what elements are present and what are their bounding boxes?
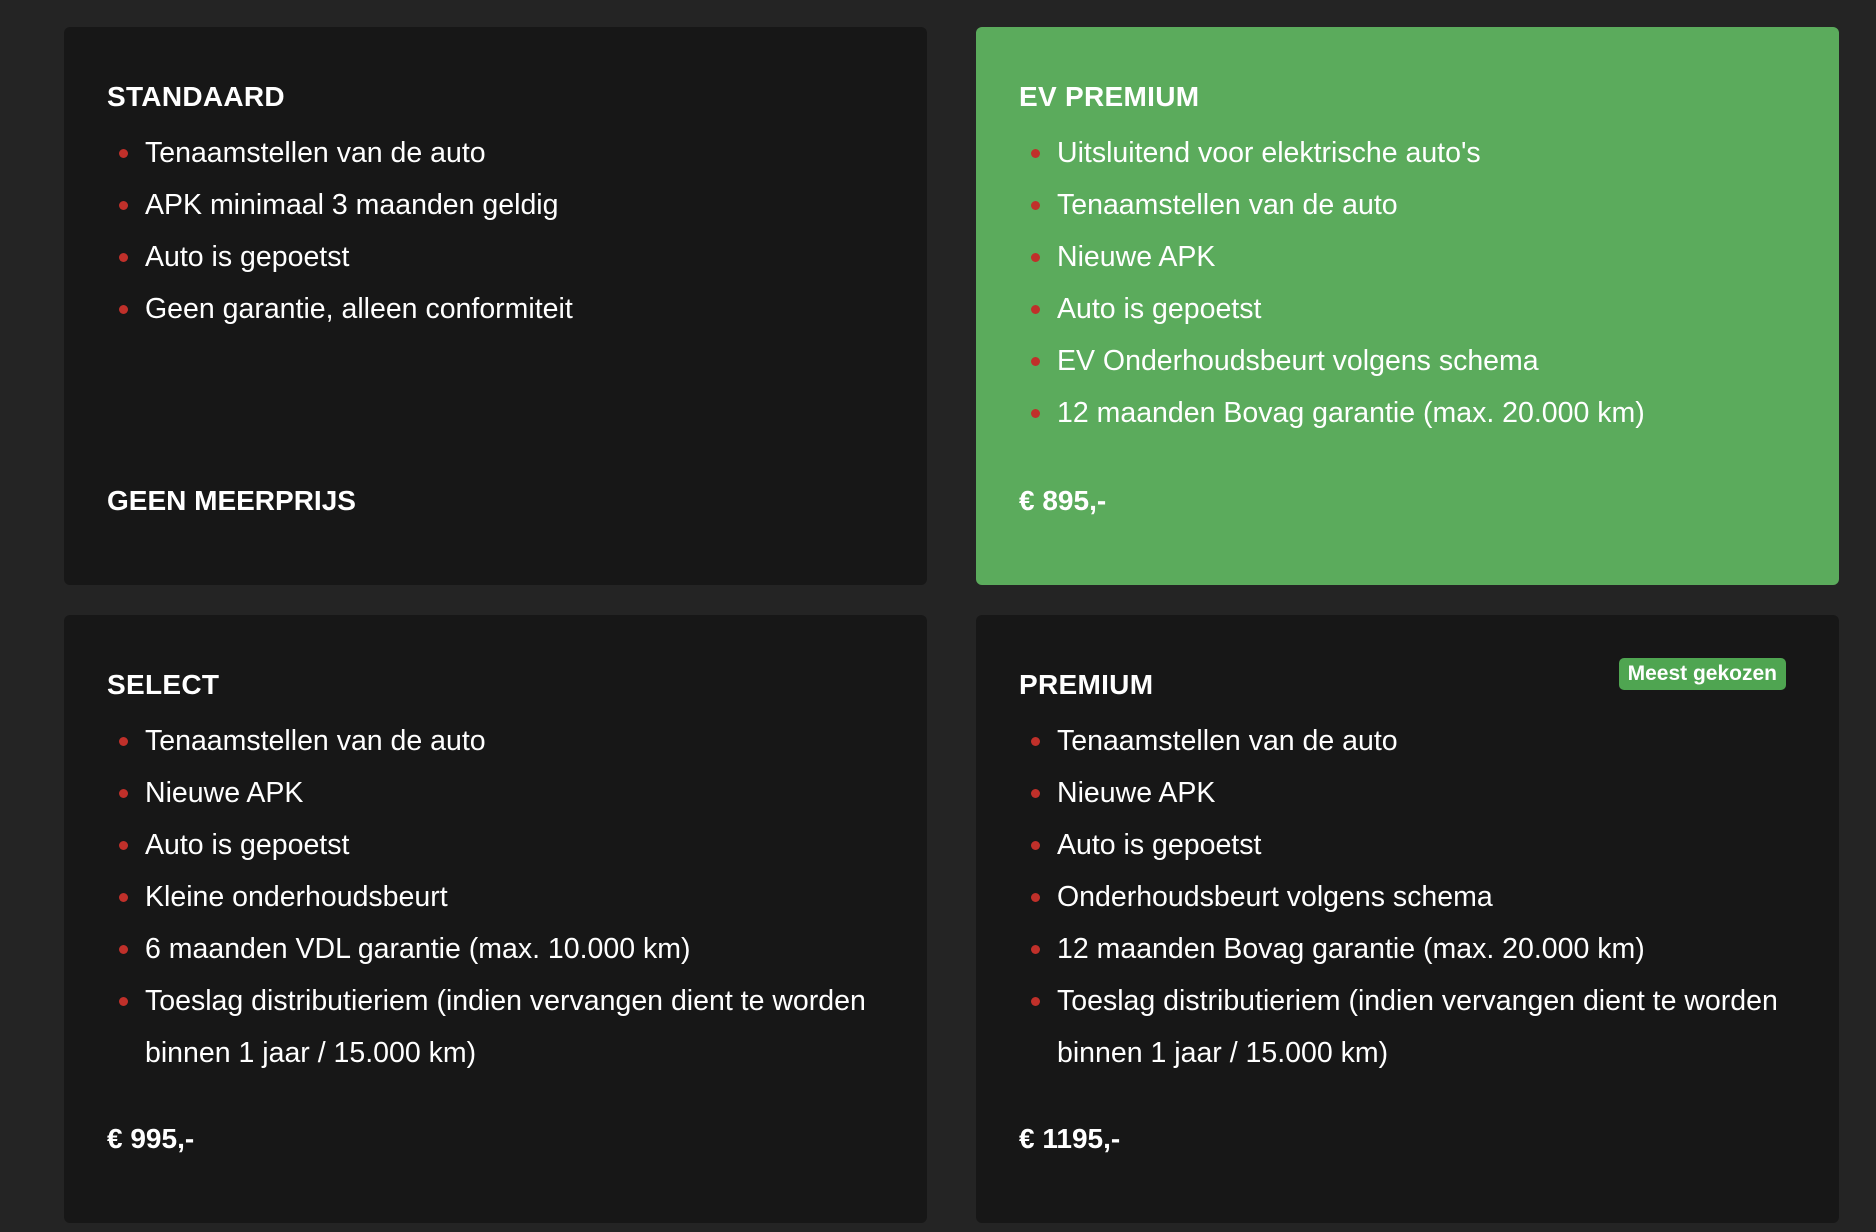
feature-text: Auto is gepoetst	[1057, 293, 1262, 325]
feature-text: Tenaamstellen van de auto	[1057, 189, 1398, 221]
package-title: EV PREMIUM	[1019, 81, 1200, 112]
feature-item	[1019, 335, 1796, 387]
bullet-icon	[1031, 893, 1040, 902]
bullet-icon	[119, 789, 128, 798]
feature-item	[1019, 819, 1796, 871]
feature-item	[107, 179, 884, 231]
bullet-icon	[1031, 253, 1040, 262]
package-price: € 895,-	[1019, 485, 1107, 516]
feature-text: Tenaamstellen van de auto	[145, 725, 486, 757]
feature-item	[1019, 179, 1796, 231]
feature-text: Nieuwe APK	[145, 777, 304, 809]
bullet-icon	[119, 201, 128, 210]
package-grid	[64, 27, 1839, 1223]
bullet-icon	[119, 841, 128, 850]
feature-list	[1019, 715, 1796, 1079]
feature-item	[1019, 231, 1796, 283]
feature-text: Auto is gepoetst	[145, 829, 350, 861]
feature-list	[107, 715, 884, 1079]
bullet-icon	[119, 149, 128, 158]
feature-text: 12 maanden Bovag garantie (max. 20.000 km)	[1057, 397, 1645, 429]
feature-text: Nieuwe APK	[1057, 241, 1216, 273]
bullet-icon	[1031, 409, 1040, 418]
bullet-icon	[1031, 945, 1040, 954]
feature-text: Tenaamstellen van de auto	[145, 137, 486, 169]
bullet-icon	[1031, 357, 1040, 366]
bullet-icon	[1031, 789, 1040, 798]
feature-item	[1019, 923, 1796, 975]
feature-item	[107, 231, 884, 283]
feature-item	[107, 871, 884, 923]
feature-item	[1019, 387, 1796, 439]
feature-item	[107, 767, 884, 819]
feature-list	[1019, 127, 1796, 439]
feature-text: Auto is gepoetst	[145, 241, 350, 273]
bullet-icon	[1031, 149, 1040, 158]
feature-text: Toeslag distributieriem (indien vervangen dient te worden binnen 1 jaar / 15.000 km)	[1057, 985, 1778, 1069]
package-title: STANDAARD	[107, 81, 285, 112]
bullet-icon	[119, 305, 128, 314]
feature-item	[1019, 871, 1796, 923]
feature-list	[107, 127, 884, 335]
feature-text: Toeslag distributieriem (indien vervangen dient te worden binnen 1 jaar / 15.000 km)	[145, 985, 866, 1069]
package-title: PREMIUM	[1019, 669, 1154, 700]
feature-text: Uitsluitend voor elektrische auto's	[1057, 137, 1481, 169]
feature-item	[107, 819, 884, 871]
most-chosen-badge: Meest gekozen	[1619, 658, 1786, 690]
feature-item	[1019, 767, 1796, 819]
bullet-icon	[1031, 201, 1040, 210]
feature-item	[107, 923, 884, 975]
feature-text: Nieuwe APK	[1057, 777, 1216, 809]
bullet-icon	[1031, 737, 1040, 746]
bullet-icon	[119, 737, 128, 746]
bullet-icon	[1031, 841, 1040, 850]
feature-text: Geen garantie, alleen conformiteit	[145, 293, 573, 325]
package-price: € 995,-	[107, 1123, 195, 1154]
feature-item	[107, 283, 884, 335]
feature-text: Auto is gepoetst	[1057, 829, 1262, 861]
package-card-premium	[976, 615, 1839, 1223]
bullet-icon	[1031, 997, 1040, 1006]
package-card-select	[64, 615, 927, 1223]
feature-item	[1019, 975, 1796, 1079]
feature-text: Kleine onderhoudsbeurt	[145, 881, 448, 913]
feature-item	[1019, 283, 1796, 335]
bullet-icon	[119, 945, 128, 954]
feature-text: EV Onderhoudsbeurt volgens schema	[1057, 345, 1539, 377]
feature-item	[1019, 127, 1796, 179]
package-title: SELECT	[107, 669, 220, 700]
feature-item	[107, 975, 884, 1079]
feature-item	[107, 127, 884, 179]
feature-text: 6 maanden VDL garantie (max. 10.000 km)	[145, 933, 691, 965]
package-card-ev-premium	[976, 27, 1839, 585]
package-price: € 1195,-	[1019, 1123, 1121, 1154]
feature-text: 12 maanden Bovag garantie (max. 20.000 km)	[1057, 933, 1645, 965]
feature-item	[1019, 715, 1796, 767]
package-price: GEEN MEERPRIJS	[107, 485, 356, 516]
package-card-standaard	[64, 27, 927, 585]
feature-text: Onderhoudsbeurt volgens schema	[1057, 881, 1493, 913]
bullet-icon	[119, 893, 128, 902]
bullet-icon	[119, 253, 128, 262]
feature-text: Tenaamstellen van de auto	[1057, 725, 1398, 757]
bullet-icon	[1031, 305, 1040, 314]
bullet-icon	[119, 997, 128, 1006]
feature-item	[107, 715, 884, 767]
feature-text: APK minimaal 3 maanden geldig	[145, 189, 559, 221]
